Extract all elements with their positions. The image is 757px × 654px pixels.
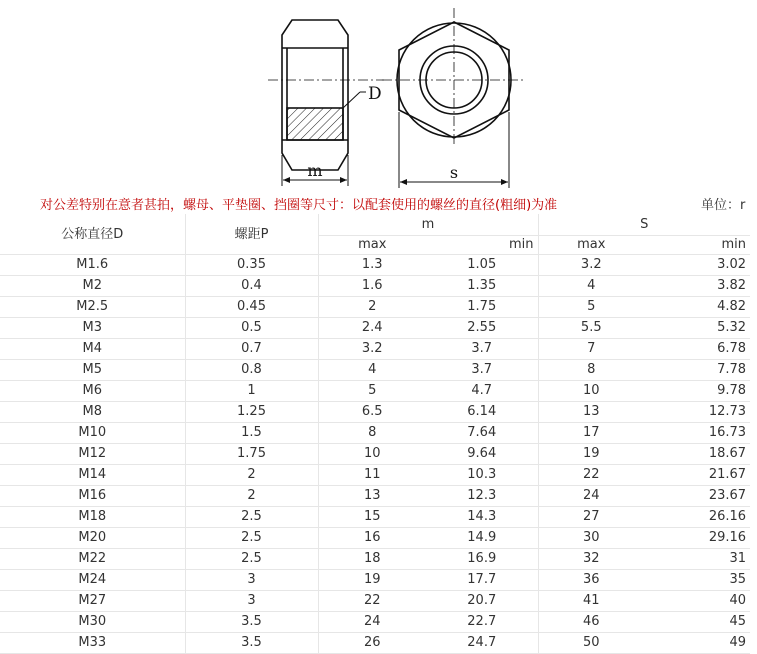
cell-diameter: M8 <box>0 402 185 423</box>
table-row <box>0 381 750 402</box>
cell-diameter: M20 <box>0 528 185 549</box>
nut-spec-table <box>0 214 750 654</box>
cell-m-max: 2 <box>318 297 426 318</box>
header-s: S <box>538 214 750 236</box>
cell-pitch: 0.7 <box>185 339 318 360</box>
cell-m-max: 3.2 <box>318 339 426 360</box>
cell-m-max: 2.4 <box>318 318 426 339</box>
cell-s-max: 30 <box>538 528 644 549</box>
cell-s-min: 18.67 <box>644 444 750 465</box>
cell-pitch: 0.5 <box>185 318 318 339</box>
cell-pitch: 1.75 <box>185 444 318 465</box>
cell-m-min: 3.7 <box>426 339 538 360</box>
cell-s-min: 31 <box>644 549 750 570</box>
header-m-min: min <box>426 236 538 255</box>
table-row <box>0 276 750 297</box>
table-body <box>0 255 750 654</box>
table-row <box>0 507 750 528</box>
table-row <box>0 402 750 423</box>
cell-s-max: 8 <box>538 360 644 381</box>
cell-m-max: 1.6 <box>318 276 426 297</box>
cell-pitch: 2.5 <box>185 528 318 549</box>
cell-m-min: 10.3 <box>426 465 538 486</box>
cell-s-min: 49 <box>644 633 750 654</box>
cell-m-max: 13 <box>318 486 426 507</box>
cell-s-max: 4 <box>538 276 644 297</box>
table-row <box>0 486 750 507</box>
cell-diameter: M30 <box>0 612 185 633</box>
cell-s-min: 4.82 <box>644 297 750 318</box>
cell-m-max: 15 <box>318 507 426 528</box>
cell-pitch: 2 <box>185 465 318 486</box>
dimension-s-label: s <box>449 163 459 182</box>
table-row <box>0 591 750 612</box>
hex-nut-drawing <box>262 8 532 198</box>
header-pitch: 螺距P <box>185 214 318 255</box>
cell-pitch: 3.5 <box>185 612 318 633</box>
cell-s-min: 45 <box>644 612 750 633</box>
header-s-max: max <box>538 236 644 255</box>
cell-diameter: M33 <box>0 633 185 654</box>
table-row <box>0 633 750 654</box>
cell-diameter: M1.6 <box>0 255 185 276</box>
cell-m-max: 11 <box>318 465 426 486</box>
cell-pitch: 2 <box>185 486 318 507</box>
table-row <box>0 297 750 318</box>
cell-diameter: M16 <box>0 486 185 507</box>
cell-diameter: M6 <box>0 381 185 402</box>
cell-m-max: 24 <box>318 612 426 633</box>
cell-s-min: 40 <box>644 591 750 612</box>
cell-m-min: 16.9 <box>426 549 538 570</box>
table-row <box>0 318 750 339</box>
cell-pitch: 3 <box>185 591 318 612</box>
cell-s-max: 19 <box>538 444 644 465</box>
cell-m-max: 18 <box>318 549 426 570</box>
cell-m-max: 6.5 <box>318 402 426 423</box>
cell-m-min: 4.7 <box>426 381 538 402</box>
cell-diameter: M2.5 <box>0 297 185 318</box>
cell-s-max: 7 <box>538 339 644 360</box>
unit-label: 单位：r <box>701 198 746 213</box>
cell-s-max: 46 <box>538 612 644 633</box>
table-row <box>0 360 750 381</box>
cell-m-max: 19 <box>318 570 426 591</box>
header-s-min: min <box>644 236 750 255</box>
top-view <box>382 8 526 188</box>
cell-diameter: M18 <box>0 507 185 528</box>
dimension-m-label: m <box>307 161 323 180</box>
cell-pitch: 1.5 <box>185 423 318 444</box>
cell-m-min: 9.64 <box>426 444 538 465</box>
cell-s-max: 50 <box>538 633 644 654</box>
cell-m-max: 5 <box>318 381 426 402</box>
dimension-d-label: D <box>368 84 382 104</box>
table-row <box>0 255 750 276</box>
cell-s-max: 24 <box>538 486 644 507</box>
cell-m-min: 12.3 <box>426 486 538 507</box>
cell-diameter: M12 <box>0 444 185 465</box>
cell-s-min: 6.78 <box>644 339 750 360</box>
cell-s-min: 9.78 <box>644 381 750 402</box>
header-diameter: 公称直径D <box>0 214 185 255</box>
cell-m-min: 7.64 <box>426 423 538 444</box>
cell-diameter: M10 <box>0 423 185 444</box>
cell-diameter: M5 <box>0 360 185 381</box>
cell-s-max: 41 <box>538 591 644 612</box>
cell-m-max: 22 <box>318 591 426 612</box>
cell-s-max: 13 <box>538 402 644 423</box>
cell-m-max: 1.3 <box>318 255 426 276</box>
cell-m-min: 1.05 <box>426 255 538 276</box>
header-m: m <box>318 214 538 236</box>
cell-m-max: 8 <box>318 423 426 444</box>
cell-pitch: 0.4 <box>185 276 318 297</box>
cell-s-max: 5 <box>538 297 644 318</box>
cell-s-min: 23.67 <box>644 486 750 507</box>
cell-m-min: 24.7 <box>426 633 538 654</box>
cell-s-min: 7.78 <box>644 360 750 381</box>
cell-m-min: 3.7 <box>426 360 538 381</box>
cell-s-min: 3.82 <box>644 276 750 297</box>
cell-s-min: 5.32 <box>644 318 750 339</box>
table-row <box>0 549 750 570</box>
cell-s-min: 21.67 <box>644 465 750 486</box>
notice-bar <box>0 192 757 214</box>
table-row <box>0 444 750 465</box>
cell-diameter: M2 <box>0 276 185 297</box>
cell-s-max: 10 <box>538 381 644 402</box>
table-row <box>0 465 750 486</box>
cell-m-min: 17.7 <box>426 570 538 591</box>
cell-pitch: 3 <box>185 570 318 591</box>
cell-s-max: 27 <box>538 507 644 528</box>
table-row <box>0 339 750 360</box>
cell-diameter: M14 <box>0 465 185 486</box>
cell-diameter: M27 <box>0 591 185 612</box>
cell-m-min: 14.3 <box>426 507 538 528</box>
cell-m-min: 14.9 <box>426 528 538 549</box>
tolerance-notice: 对公差特别在意者甚拍，螺母、平垫圈、挡圈等尺寸：以配套使用的螺丝的直径(粗细)为准 <box>40 198 558 213</box>
cell-s-min: 12.73 <box>644 402 750 423</box>
table-row <box>0 423 750 444</box>
cell-pitch: 0.8 <box>185 360 318 381</box>
cell-pitch: 2.5 <box>185 507 318 528</box>
cell-diameter: M3 <box>0 318 185 339</box>
cell-m-min: 22.7 <box>426 612 538 633</box>
cell-m-min: 2.55 <box>426 318 538 339</box>
cell-s-max: 32 <box>538 549 644 570</box>
cell-diameter: M24 <box>0 570 185 591</box>
header-m-max: max <box>318 236 426 255</box>
table-header-row <box>0 214 750 236</box>
cell-pitch: 0.35 <box>185 255 318 276</box>
cell-m-min: 1.35 <box>426 276 538 297</box>
cell-s-min: 26.16 <box>644 507 750 528</box>
cell-m-min: 6.14 <box>426 402 538 423</box>
cell-m-max: 16 <box>318 528 426 549</box>
cell-s-max: 22 <box>538 465 644 486</box>
cell-m-max: 10 <box>318 444 426 465</box>
cell-m-min: 1.75 <box>426 297 538 318</box>
table-row <box>0 570 750 591</box>
cell-s-min: 35 <box>644 570 750 591</box>
cell-s-max: 36 <box>538 570 644 591</box>
cell-diameter: M22 <box>0 549 185 570</box>
side-view <box>268 20 384 186</box>
cell-m-max: 4 <box>318 360 426 381</box>
cell-s-min: 16.73 <box>644 423 750 444</box>
cell-diameter: M4 <box>0 339 185 360</box>
cell-m-max: 26 <box>318 633 426 654</box>
cell-pitch: 1.25 <box>185 402 318 423</box>
cell-s-min: 29.16 <box>644 528 750 549</box>
cell-pitch: 3.5 <box>185 633 318 654</box>
table-row <box>0 528 750 549</box>
cell-s-max: 5.5 <box>538 318 644 339</box>
cell-pitch: 0.45 <box>185 297 318 318</box>
cell-s-min: 3.02 <box>644 255 750 276</box>
cell-s-max: 3.2 <box>538 255 644 276</box>
cell-pitch: 1 <box>185 381 318 402</box>
cell-pitch: 2.5 <box>185 549 318 570</box>
cell-s-max: 17 <box>538 423 644 444</box>
table-row <box>0 612 750 633</box>
cell-m-min: 20.7 <box>426 591 538 612</box>
